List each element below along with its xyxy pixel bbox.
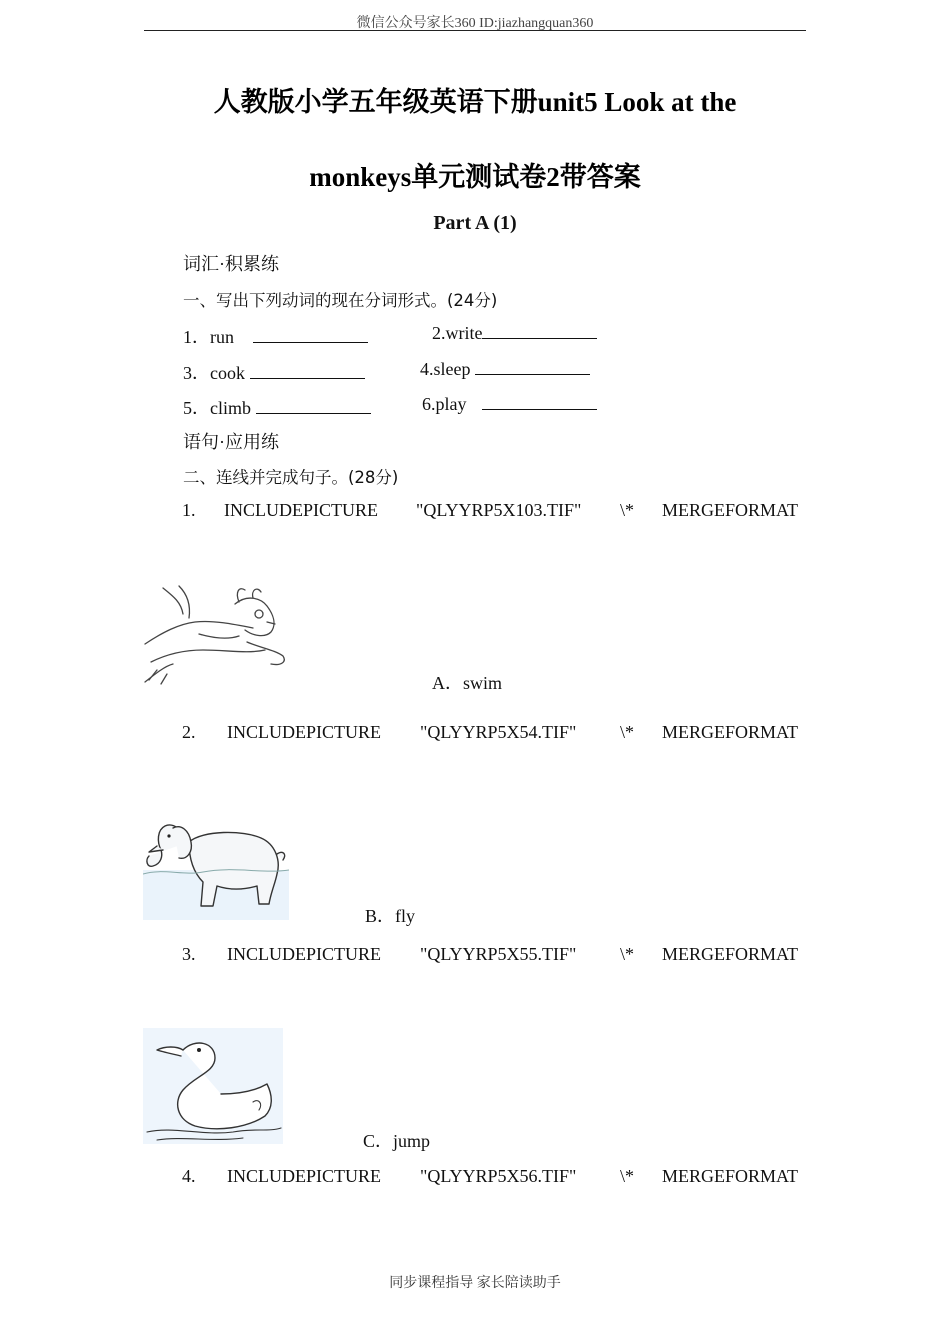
swan-picture — [143, 1028, 283, 1144]
item-label: 6.play — [422, 394, 467, 414]
row-4-switch: \* — [620, 1166, 635, 1186]
row-1-num: 1. — [182, 500, 196, 520]
exercise-item-1 — [183, 323, 368, 349]
row-3-switch: \* — [620, 944, 635, 964]
rabbit-jumping-picture — [143, 584, 289, 688]
row-4-num: 4. — [182, 1166, 196, 1186]
row-1-switch: \* — [620, 500, 635, 520]
row-1-format: MERGEFORMAT — [662, 500, 799, 520]
answer-blank[interactable] — [482, 395, 597, 410]
section2-label: 语句·应用练 — [183, 432, 279, 452]
document-title-line2: monkeys单元测试卷2带答案 — [309, 162, 641, 192]
item-label: 2.write — [432, 323, 483, 343]
row-4-format: MERGEFORMAT — [662, 1166, 799, 1186]
section1-label: 词汇·积累练 — [183, 254, 279, 274]
document-title-line1: 人教版小学五年级英语下册unit5 Look at the — [213, 87, 737, 117]
item-label: 5．climb — [183, 398, 251, 418]
item-label: 4.sleep — [420, 359, 471, 379]
answer-blank[interactable] — [253, 328, 368, 343]
item-label: 1．run — [183, 327, 234, 347]
row-2-format: MERGEFORMAT — [662, 722, 799, 742]
option-c: C．jump — [363, 1131, 431, 1151]
row-1-field: INCLUDEPICTURE — [224, 500, 378, 520]
row-3-format: MERGEFORMAT — [662, 944, 799, 964]
option-a: A．swim — [432, 673, 503, 693]
row-2-field: INCLUDEPICTURE — [227, 722, 381, 742]
row-2-num: 2. — [182, 722, 196, 742]
row-4-field: INCLUDEPICTURE — [227, 1166, 381, 1186]
elephant-picture — [143, 808, 289, 920]
answer-blank[interactable] — [250, 364, 365, 379]
exercise-item-3 — [183, 359, 365, 385]
exercise-item-6 — [422, 394, 597, 415]
answer-blank[interactable] — [475, 360, 590, 375]
answer-blank[interactable] — [256, 399, 371, 414]
header-divider — [144, 30, 806, 31]
section1-instruction: 一、写出下列动词的现在分词形式。(24分) — [183, 291, 498, 310]
row-3-file: "QLYYRP5X55.TIF" — [420, 944, 577, 964]
exercise-item-2 — [432, 323, 597, 344]
row-3-num: 3. — [182, 944, 196, 964]
answer-blank[interactable] — [482, 324, 597, 339]
page-footer-text: 同步课程指导 家长陪读助手 — [389, 1276, 561, 1291]
part-heading: Part A (1) — [433, 212, 517, 234]
item-label: 3．cook — [183, 363, 245, 383]
option-b: B．fly — [365, 906, 416, 926]
exercise-item-4 — [420, 359, 590, 380]
row-1-file: "QLYYRP5X103.TIF" — [416, 500, 582, 520]
row-3-field: INCLUDEPICTURE — [227, 944, 381, 964]
row-2-switch: \* — [620, 722, 635, 742]
section2-instruction: 二、连线并完成句子。(28分) — [183, 468, 399, 487]
page-header-text: 微信公众号家长360 ID:jiazhangquan360 — [356, 16, 594, 31]
row-2-file: "QLYYRP5X54.TIF" — [420, 722, 577, 742]
row-4-file: "QLYYRP5X56.TIF" — [420, 1166, 577, 1186]
exercise-item-5 — [183, 394, 371, 420]
